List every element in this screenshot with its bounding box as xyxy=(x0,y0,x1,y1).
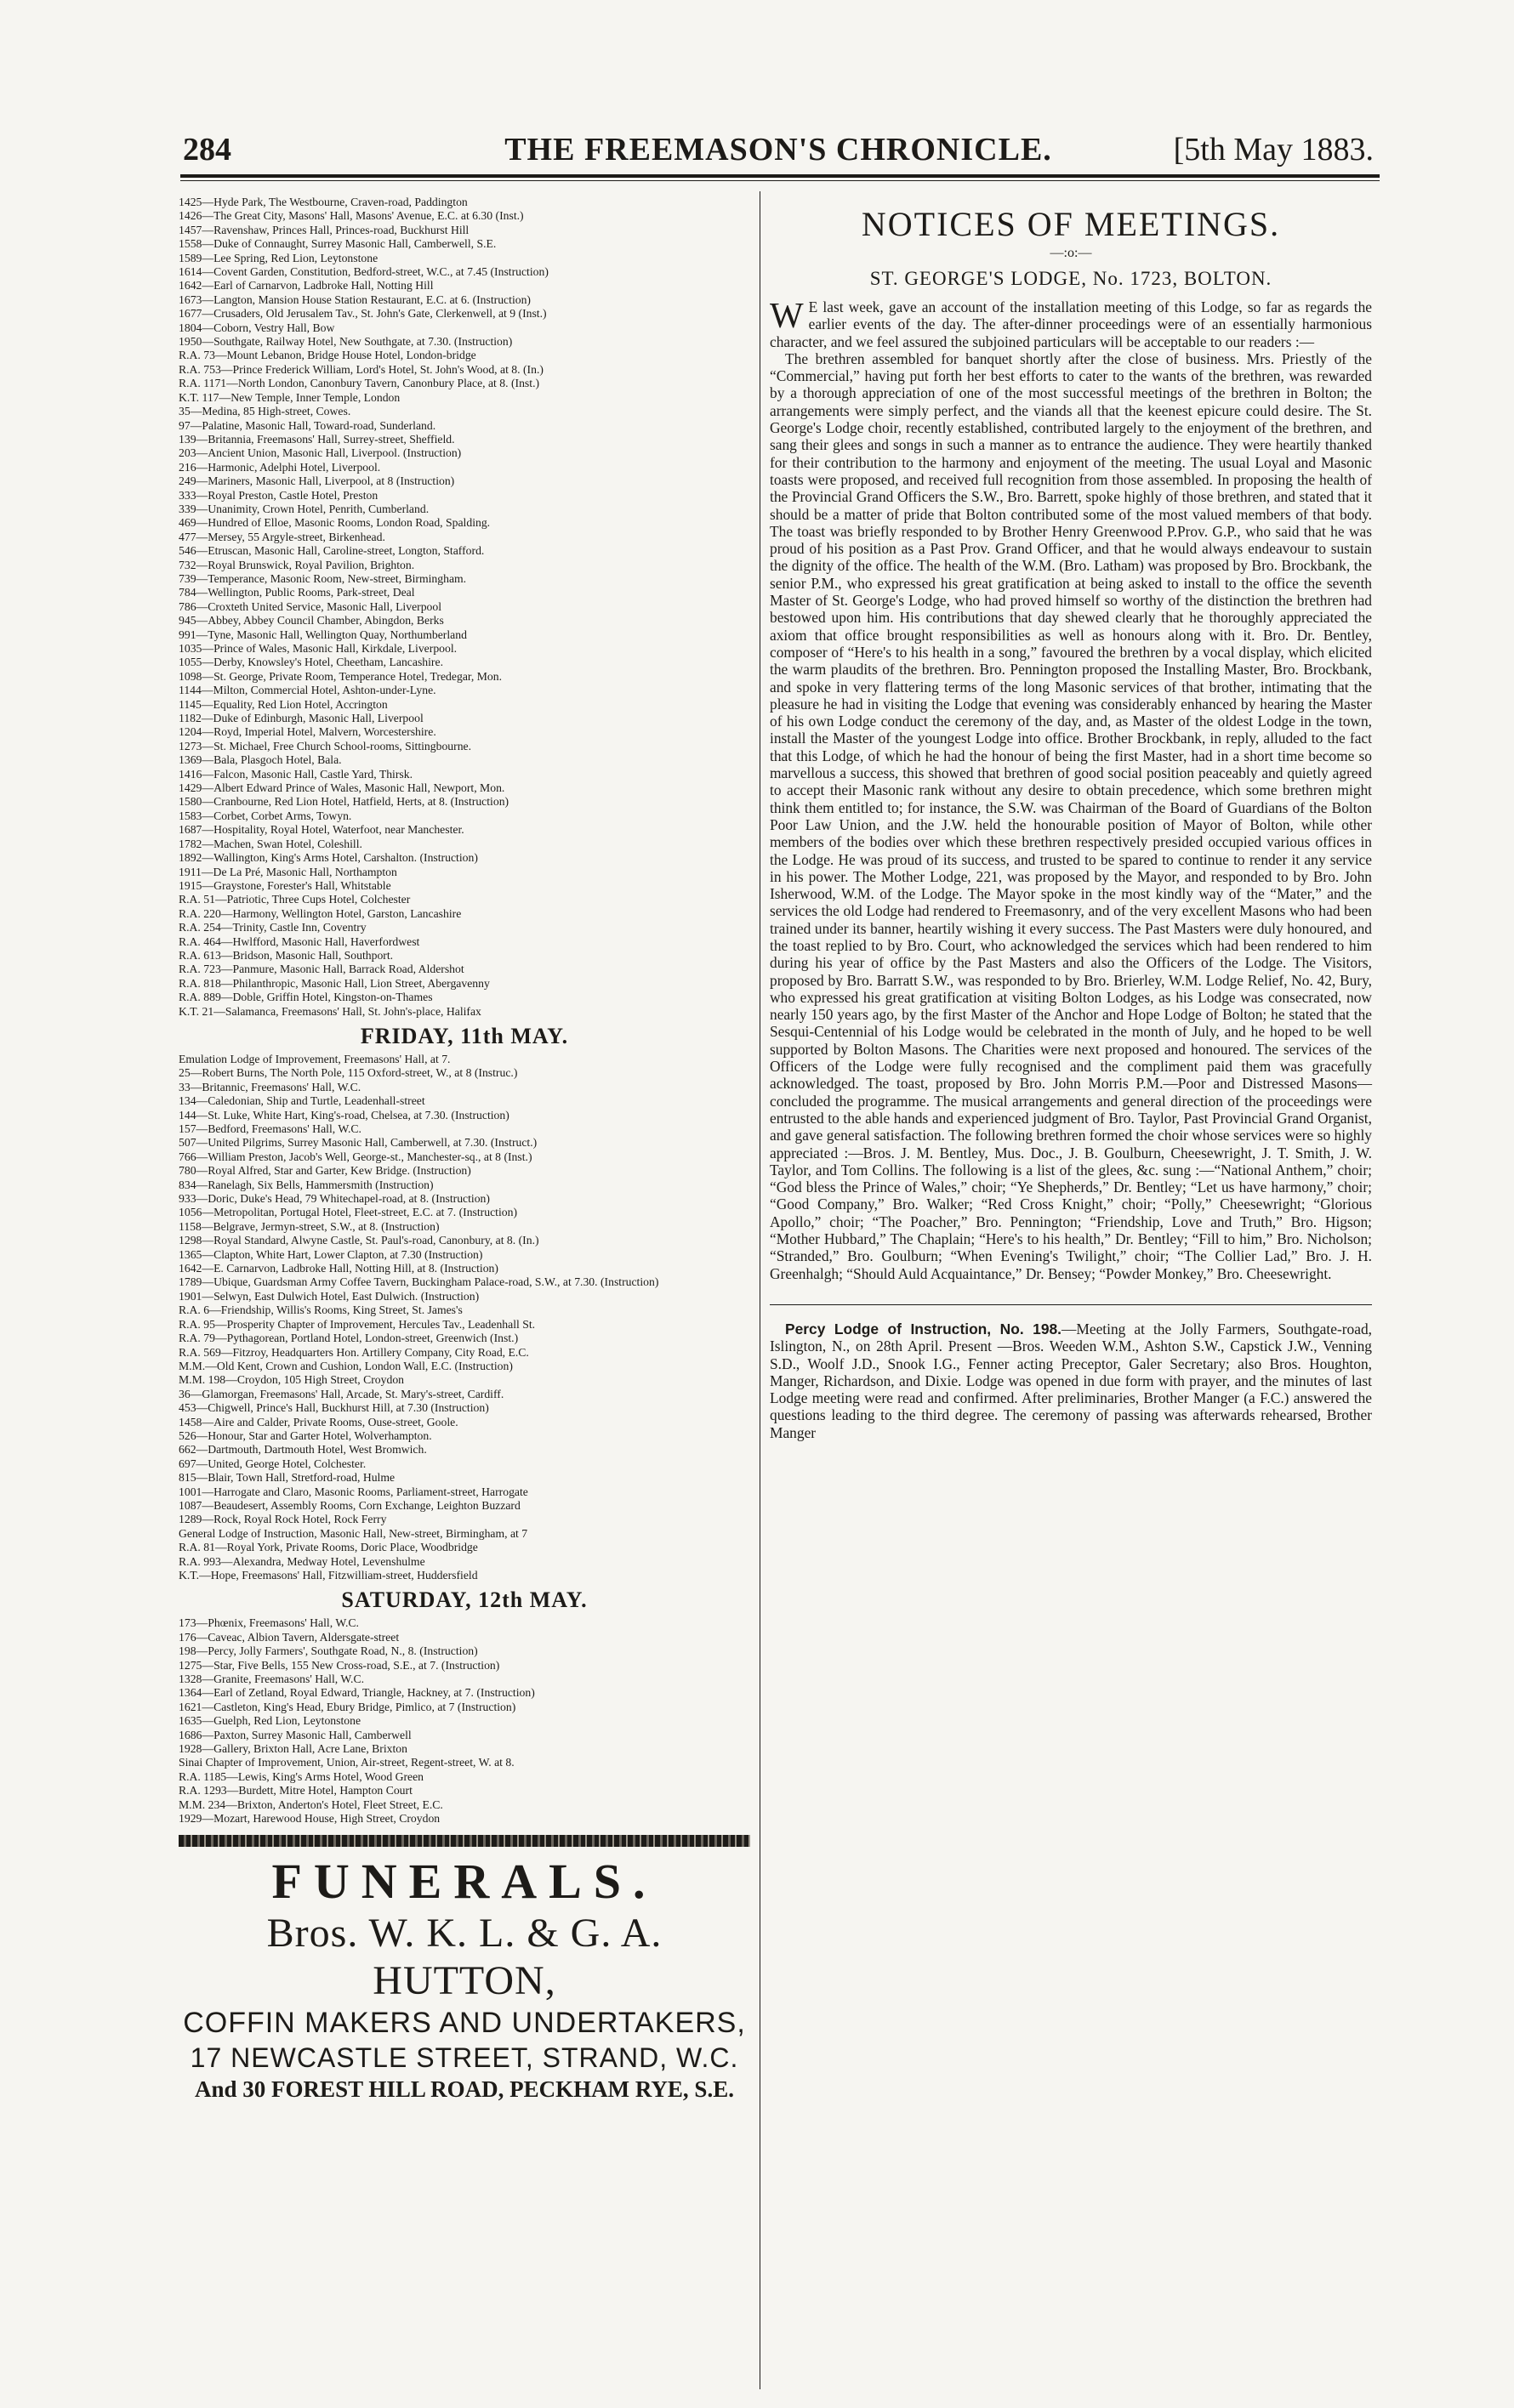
lodge-entry: M.M.—Old Kent, Crown and Cushion, London Wall, E.C. (Instruction) xyxy=(179,1359,513,1372)
funerals-heading: FUNERALS. xyxy=(271,1853,657,1909)
lodge-entry: 1298—Royal Standard, Alwyne Castle, St. Paul's-road, Canonbury, at 8. (In.) xyxy=(179,1234,539,1247)
drop-cap: W xyxy=(770,297,804,336)
lodge-entry: 1589—Lee Spring, Red Lion, Leytonstone xyxy=(179,251,378,264)
lodge-entry: 1056—Metropolitan, Portugal Hotel, Fleet-street, E.C. at 7. (Instruction) xyxy=(179,1206,518,1219)
lodge-entry: R.A. 220—Harmony, Wellington Hotel, Garston, Lancashire xyxy=(179,906,462,920)
lodge-entry: K.T.—Hope, Freemasons' Hall, Fitzwilliam-street, Huddersfield xyxy=(179,1569,478,1582)
lodge-report-title: ST. GEORGE'S LODGE, No. 1723, BOLTON. xyxy=(869,268,1272,289)
lodge-entry: R.A. 254—Trinity, Castle Inn, Coventry xyxy=(179,921,367,934)
lodge-entry: 35—Medina, 85 High-street, Cowes. xyxy=(179,405,351,418)
percy-notice xyxy=(770,1320,1372,1441)
lodge-entry: R.A. 753—Prince Frederick William, Lord's Hotel, St. John's Wood, at 8. (In.) xyxy=(179,362,544,376)
percy-notice-title: Percy Lodge of Instruction, No. 198. xyxy=(785,1320,1062,1337)
lodge-entry: R.A. 1293—Burdett, Mitre Hotel, Hampton Court xyxy=(179,1784,413,1797)
lodge-entry: 1416—Falcon, Masonic Hall, Castle Yard, Thirsk. xyxy=(179,767,413,781)
saturday-lodge-list xyxy=(179,1616,750,1826)
lodge-entry: 339—Unanimity, Crown Hotel, Penrith, Cumberland. xyxy=(179,502,430,515)
lodge-entry: 784—Wellington, Public Rooms, Park-street, Deal xyxy=(179,586,415,599)
lodge-entry: 1635—Guelph, Red Lion, Leytonstone xyxy=(179,1714,361,1728)
lodge-entry: 203—Ancient Union, Masonic Hall, Liverpool. (Instruction) xyxy=(179,446,462,460)
lodge-entry: K.T. 117—New Temple, Inner Temple, London xyxy=(179,390,401,404)
lodge-entry: 526—Honour, Star and Garter Hotel, Wolverhampton. xyxy=(179,1428,432,1442)
header-rule-thin xyxy=(180,180,1380,181)
notices-heading: NOTICES OF MEETINGS. xyxy=(861,205,1281,243)
lodge-entry: 1275—Star, Five Bells, 155 New Cross-road, S.E., at 7. (Instruction) xyxy=(179,1658,500,1672)
lodge-entry: 1458—Aire and Calder, Private Rooms, Ouse-street, Goole. xyxy=(179,1415,458,1428)
lodge-entry: R.A. 51—Patriotic, Three Cups Hotel, Colchester xyxy=(179,893,411,906)
lodge-entry: 1686—Paxton, Surrey Masonic Hall, Camberwell xyxy=(179,1728,412,1741)
lodge-entry: 1892—Wallington, King's Arms Hotel, Carshalton. (Instruction) xyxy=(179,851,478,865)
funerals-address-1: 17 NEWCASTLE STREET, STRAND, W.C. xyxy=(190,2042,739,2073)
lodge-entry: 1789—Ubique, Guardsman Army Coffee Tavern, Buckingham Palace-road, S.W., at 7.30. (Instruction) xyxy=(179,1275,659,1289)
issue-date: [5th May 1883. xyxy=(1173,132,1374,168)
lodge-entry: 662—Dartmouth, Dartmouth Hotel, West Bromwich. xyxy=(179,1443,427,1457)
lodge-entry: 507—United Pilgrims, Surrey Masonic Hall, Camberwell, at 7.30. (Instruct.) xyxy=(179,1136,538,1150)
lodge-entry: 546—Etruscan, Masonic Hall, Caroline-street, Longton, Stafford. xyxy=(179,544,485,558)
report-intro xyxy=(770,298,1372,350)
lodge-entry: 453—Chigwell, Prince's Hall, Buckhurst Hill, at 7.30 (Instruction) xyxy=(179,1401,489,1415)
lodge-entry: 1642—Earl of Carnarvon, Ladbroke Hall, Notting Hill xyxy=(179,279,434,292)
funerals-advertisement xyxy=(179,1854,750,2104)
lodge-entry: 1901—Selwyn, East Dulwich Hotel, East Dulwich. (Instruction) xyxy=(179,1289,480,1303)
lodge-entry: 1369—Bala, Plasgoch Hotel, Bala. xyxy=(179,753,342,767)
lodge-entry: R.A. 818—Philanthropic, Masonic Hall, Lion Street, Abergavenny xyxy=(179,976,490,990)
lodge-entry: 1426—The Great City, Masons' Hall, Masons' Avenue, E.C. at 6.30 (Inst.) xyxy=(179,209,524,223)
lodge-entry: 1583—Corbet, Corbet Arms, Towyn. xyxy=(179,809,352,822)
lodge-entry: 933—Doric, Duke's Head, 79 Whitechapel-road, at 8. (Instruction) xyxy=(179,1192,490,1206)
lodge-entry: 1328—Granite, Freemasons' Hall, W.C. xyxy=(179,1673,365,1686)
friday-heading: FRIDAY, 11th MAY. xyxy=(360,1023,569,1048)
saturday-heading: SATURDAY, 12th MAY. xyxy=(341,1587,588,1613)
lodge-entry: M.M. 234—Brixton, Anderton's Hotel, Fleet Street, E.C. xyxy=(179,1797,443,1811)
lodge-entry: R.A. 613—Bridson, Masonic Hall, Southport. xyxy=(179,948,394,962)
funerals-address-2: And 30 FOREST HILL ROAD, PECKHAM RYE, S.E. xyxy=(195,2076,734,2102)
lodge-entry: 1035—Prince of Wales, Masonic Hall, Kirkdale, Liverpool. xyxy=(179,642,458,655)
lodge-entry: 25—Robert Burns, The North Pole, 115 Oxford-street, W., at 8 (Instruc.) xyxy=(179,1066,518,1080)
lodge-entry: 1273—St. Michael, Free Church School-rooms, Sittingbourne. xyxy=(179,739,472,752)
lodge-entry: 1621—Castleton, King's Head, Ebury Bridge, Pimlico, at 7 (Instruction) xyxy=(179,1700,516,1713)
lodge-entry: 173—Phœnix, Freemasons' Hall, W.C. xyxy=(179,1616,359,1630)
lodge-entry: 1001—Harrogate and Claro, Masonic Rooms, Parliament-street, Harrogate xyxy=(179,1485,528,1498)
lodge-entry: 1204—Royd, Imperial Hotel, Malvern, Worcestershire. xyxy=(179,725,436,739)
lodge-entry: 1929—Mozart, Harewood House, High Street, Croydon xyxy=(179,1812,441,1826)
lodge-entry: 1055—Derby, Knowsley's Hotel, Cheetham, Lancashire. xyxy=(179,656,443,669)
lodge-entry: 1158—Belgrave, Jermyn-street, S.W., at 8. (Instruction) xyxy=(179,1219,440,1233)
page-header xyxy=(183,128,1374,179)
lodge-entry: 991—Tyne, Masonic Hall, Wellington Quay, Northumberland xyxy=(179,628,467,641)
lodge-entry: Sinai Chapter of Improvement, Union, Air-street, Regent-street, W. at 8. xyxy=(179,1756,515,1769)
page-number: 284 xyxy=(183,132,231,168)
lodge-entry: 1911—De La Pré, Masonic Hall, Northampton xyxy=(179,865,397,878)
lodge-entry: 249—Mariners, Masonic Hall, Liverpool, at 8 (Instruction) xyxy=(179,474,455,488)
lodge-entry: R.A. 569—Fitzroy, Headquarters Hon. Artillery Company, City Road, E.C. xyxy=(179,1345,529,1359)
lodge-entry: 1457—Ravenshaw, Princes Hall, Princes-road, Buckhurst Hill xyxy=(179,223,470,236)
funerals-firm: Bros. W. K. L. & G. A. HUTTON, xyxy=(266,1910,663,2003)
lodge-entry: 1782—Machen, Swan Hotel, Coleshill. xyxy=(179,837,362,850)
lodge-entry: 786—Croxteth United Service, Masonic Hall, Liverpool xyxy=(179,599,442,613)
lodge-entry: 176—Caveac, Albion Tavern, Aldersgate-street xyxy=(179,1630,400,1644)
lodge-entry: R.A. 95—Prosperity Chapter of Improvement, Hercules Tav., Leadenhall St. xyxy=(179,1317,536,1331)
lodge-entry: 333—Royal Preston, Castle Hotel, Preston xyxy=(179,488,378,502)
lodge-entry: 1098—St. George, Private Room, Temperance Hotel, Tredegar, Mon. xyxy=(179,669,503,683)
lodge-entry: 739—Temperance, Masonic Room, New-street, Birmingham. xyxy=(179,571,467,585)
lodge-entry: 1580—Cranbourne, Red Lion Hotel, Hatfield, Herts, at 8. (Instruction) xyxy=(179,795,509,809)
lodge-entry: 1950—Southgate, Railway Hotel, New Southgate, at 7.30. (Instruction) xyxy=(179,335,513,349)
header-rule xyxy=(180,174,1380,178)
right-column xyxy=(770,200,1372,1441)
report-body: The brethren assembled for banquet shortly after the close of business. Mrs. Priestly of the “Commercial,” having put forth her best efforts to cater to the wants of the brethren, was rewarded by a thorough appreciation of one of the most successful meetings of the brethren in Bolton; the arrangements were simply perfect, and the viands all that the keenest epicure could desire. The St. George's Lodge choir, recently established, contributed largely to the enjoyment of the brethren, and sang their glees and songs in such a manner as to entrance the audience. They were heartily thanked for their contribution to the harmony and enjoyment of the meeting. The usual Loyal and Masonic toasts were proposed, and received full recognition from those assembled. In proposing the health of the Provincial Grand Officers the S.W., Bro. Barrett, spoke highly of those brethren, and stated that it should be a matter of pride that Bolton contributed some of the most valued members of that body. The toast was briefly responded to by Brother Henry Greenwood P.Prov. G.P., who said that he was proud of his position as a Past Prov. Grand Officer, and that he would always endeavour to sustain the dignity of the office. The health of the W.M. (Bro. Latham) was proposed by Bro. Brockbank, the senior P.M., who expressed his great gratification at being asked to install to the office the seventh Master of St. George's Lodge, who had proved himself so worthy of the distinction the brethren had bestowed upon him. His contributions that day shewed clearly that he thoroughly appreciated the axiom that office brought responsibilities as well as honours along with it. Bro. Dr. Bentley, composer of “Here's to his health in a song,” favoured the brethren by a vocal display, which elicited the warm plaudits of the brethren. Bro. Pennington proposed the Installing Master, Bro. Brockbank, and spoke in very flattering terms of the long Masonic services of that brother, intimating that the pleasure he had in visiting the Lodge that evening was considerably enhanced by hearing the Master of his own Lodge conduct the ceremony of the day, and, as Master of the oldest Lodge in the town, install the Master of the youngest Lodge into office. Brother Brockbank, in reply, alluded to the fact that this Lodge, of which he had the honour of being the first Master, had in a short time become so marvellous a success, this showed that brethren of good social position peaceably and quietly agreed to accept their Masonic rank without any desire to obtain precedence, which some brethren might think them entitled to; for instance, the S.W. was Chairman of the Board of Guardians of the Bolton Poor Law Union, and the J.W. held the honourable position of Mayor of Bolton, while other members of the bodies over which these brethren respectively presided occupied various offices in the Lodge. He was proud of its success, and trusted to be spared to continue to render it any service in his power. The Mother Lodge, 221, was proposed by the Mayor, and responded to by Bro. John Isherwood, W.M. of the Lodge. The Mayor spoke in the most kindly way of the “Mater,” and the services the old Lodge had rendered to Freemasonry, and of the very excellent Masons who had been trained under its banner, heartily wishing it every success. The Past Masters were duly honoured, and the toast replied to by Bro. Court, who acknowledged the services which had been rendered to him during his year of office by the Past Masters and also the Officers of the Lodge. The Visitors, proposed by Bro. Barratt S.W., was responded to by Bro. Brierley, W.M. Lodge Relief, No. 42, Bury, who expressed his great gratification at visiting Bolton Lodges, as his Lodge was consecrated, now nearly 150 years ago, by the first Master of the Anchor and Hope Lodge of Bolton; he stated that the Sesqui-Centennial of his Lodge would be celebrated in the month of July, and he hoped to be well supported by Bolton Masons. The Charities were next proposed and honoured. The services of the Officers of the Lodge were fully recognised and the compliment paid them was gracefully acknowledged. The toast, proposed by Bro. John Morris P.M.—Poor and Distressed Masons—concluded the programme. The musical arrangements and general direction of the proceedings were entrusted to the able hands and experienced judgment of Bro. Taylor, Past Provincial Grand Organist, and gave general satisfaction. The following brethren formed the choir whose services were so highly appreciated :—Bros. J. M. Bentley, Mus. Doc., J. B. Goulburn, Cheesewright, J. T. Smith, J. W. Taylor, and Tom Collins. The following is a list of the glees, &c. sung :—“National Anthem,” choir; “God bless the Prince of Wales,” choir; “Ye Shepherds,” Dr. Bentley; “Let us have harmony,” choir; “Good Company,” Bro. Walker; “Red Cross Knight,” choir; “Polly,” Cheesewright; “Glorious Apollo,” choir; “The Poacher,” Bro. Pennington; “Friendship, Love and Truth,” Bro. Higson; “Mother Hubbard,” The Chaplain; “Here's to his health,” Dr. Bentley; “Fill to him,” Bro. Nicholson; “Stranded,” Bro. Goulburn; “When Evening's Twilight,” choir; “The Collier Lad,” Bro. J. H. Greenhalgh; “Should Auld Acquaintance,” Dr. Bensey; “Powder Monkey,” Bro. Cheesewright. xyxy=(770,349,1372,1282)
lodge-entry: 1087—Beaudesert, Assembly Rooms, Corn Exchange, Leighton Buzzard xyxy=(179,1498,521,1512)
lodge-entry: 1145—Equality, Red Lion Hotel, Accrington xyxy=(179,697,388,711)
lodge-entry: 1558—Duke of Connaught, Surrey Masonic Hall, Camberwell, S.E. xyxy=(179,237,497,251)
lodge-entry: R.A. 889—Doble, Griffin Hotel, Kingston-on-Thames xyxy=(179,991,433,1004)
lodge-entry: 157—Bedford, Freemasons' Hall, W.C. xyxy=(179,1122,361,1135)
lodge-entry: Emulation Lodge of Improvement, Freemasons' Hall, at 7. xyxy=(179,1052,451,1065)
lodge-entry: 1364—Earl of Zetland, Royal Edward, Triangle, Hackney, at 7. (Instruction) xyxy=(179,1686,535,1700)
report-intro-text: E last week, gave an account of the installation meeting of this Lodge, so far as regards the earlier events of the day. The after-dinner proceedings were of an essentially harmonious character, and we feel assured the subjoined particulars will be acceptable to our readers :— xyxy=(770,298,1372,350)
thursday-lodge-list xyxy=(179,196,750,1019)
lodge-entry: 97—Palatine, Masonic Hall, Toward-road, Sunderland. xyxy=(179,418,436,432)
lodge-entry: 1429—Albert Edward Prince of Wales, Masonic Hall, Newport, Mon. xyxy=(179,781,505,795)
publication-title: THE FREEMASON'S CHRONICLE. xyxy=(504,132,1052,168)
percy-notice-body: —Meeting at the Jolly Farmers, Southgate-road, Islington, N., on 28th April. Present —Bros. Weeden W.M., Ashton S.W., Capstick J.W., Venning S.D., Woolf J.D., Snook I.G., Fenner acting Preceptor, Galer Secretary; also Bros. Houghton, Manger, Richardson, and Dixie. Lodge was opened in due form with prayer, and the minutes of last Lodge meeting were read and confirmed. After preliminaries, Brother Manger (a F.C.) answered the questions leading to the third degree. The ceremony of passing was afterwards rehearsed, Brother Manger xyxy=(770,1320,1372,1441)
lodge-entry: 815—Blair, Town Hall, Stretford-road, Hulme xyxy=(179,1471,396,1485)
funerals-trade: COFFIN MAKERS AND UNDERTAKERS, xyxy=(183,2006,746,2039)
lodge-entry: R.A. 723—Panmure, Masonic Hall, Barrack Road, Aldershot xyxy=(179,963,464,976)
lodge-entry: 33—Britannic, Freemasons' Hall, W.C. xyxy=(179,1080,361,1093)
lodge-entry: 1915—Graystone, Forester's Hall, Whitstable xyxy=(179,878,391,892)
lodge-entry: 469—Hundred of Elloe, Masonic Rooms, London Road, Spalding. xyxy=(179,516,491,530)
lodge-entry: 1182—Duke of Edinburgh, Masonic Hall, Liverpool xyxy=(179,712,424,725)
lodge-entry: R.A. 81—Royal York, Private Rooms, Doric Place, Woodbridge xyxy=(179,1541,478,1554)
lodge-entry: R.A. 464—Hwlfford, Masonic Hall, Haverfordwest xyxy=(179,934,420,948)
lodge-entry: 216—Harmonic, Adelphi Hotel, Liverpool. xyxy=(179,460,381,474)
notice-divider xyxy=(770,1304,1372,1305)
lodge-entry: 1687—Hospitality, Royal Hotel, Waterfoot, near Manchester. xyxy=(179,823,464,837)
lodge-entry: 834—Ranelagh, Six Bells, Hammersmith (Instruction) xyxy=(179,1178,434,1191)
lodge-entry: R.A. 73—Mount Lebanon, Bridge House Hotel, London-bridge xyxy=(179,349,476,362)
lodge-entry: 766—William Preston, Jacob's Well, George-st., Manchester-sq., at 8 (Inst.) xyxy=(179,1150,532,1163)
lodge-entry: M.M. 198—Croydon, 105 High Street, Croydon xyxy=(179,1373,405,1387)
lodge-entry: 1804—Coborn, Vestry Hall, Bow xyxy=(179,321,335,334)
lodge-entry: 1642—E. Carnarvon, Ladbroke Hall, Notting Hill, at 8. (Instruction) xyxy=(179,1262,498,1275)
lodge-entry: 780—Royal Alfred, Star and Garter, Kew Bridge. (Instruction) xyxy=(179,1164,471,1178)
lodge-entry: 36—Glamorgan, Freemasons' Hall, Arcade, St. Mary's-street, Cardiff. xyxy=(179,1387,504,1400)
lodge-entry: 732—Royal Brunswick, Royal Pavilion, Brighton. xyxy=(179,558,415,571)
lodge-entry: 198—Percy, Jolly Farmers', Southgate Road, N., 8. (Instruction) xyxy=(179,1644,478,1658)
lodge-entry: 1144—Milton, Commercial Hotel, Ashton-under-Lyne. xyxy=(179,684,436,697)
lodge-entry: 1928—Gallery, Brixton Hall, Acre Lane, Brixton xyxy=(179,1742,407,1756)
lodge-entry: 1365—Clapton, White Hart, Lower Clapton, at 7.30 (Instruction) xyxy=(179,1247,483,1261)
lodge-entry: 134—Caledonian, Ship and Turtle, Leadenhall-street xyxy=(179,1094,425,1108)
lodge-entry: 1677—Crusaders, Old Jerusalem Tav., St. John's Gate, Clerkenwell, at 9 (Inst.) xyxy=(179,307,547,321)
lodge-entry: 1614—Covent Garden, Constitution, Bedford-street, W.C., at 7.45 (Instruction) xyxy=(179,265,549,279)
lodge-entry: R.A. 1185—Lewis, King's Arms Hotel, Wood Green xyxy=(179,1769,424,1783)
notices-ornament: —:o:— xyxy=(1050,246,1092,260)
lodge-entry: 139—Britannia, Freemasons' Hall, Surrey-street, Sheffield. xyxy=(179,432,455,446)
lodge-entry: 1673—Langton, Mansion House Station Restaurant, E.C. at 6. (Instruction) xyxy=(179,292,531,306)
left-column xyxy=(179,196,750,2104)
lodge-entry: 1425—Hyde Park, The Westbourne, Craven-road, Paddington xyxy=(179,196,468,208)
lodge-entry: 697—United, George Hotel, Colchester. xyxy=(179,1457,367,1470)
lodge-entry: 945—Abbey, Abbey Council Chamber, Abingdon, Berks xyxy=(179,614,444,628)
lodge-entry: General Lodge of Instruction, Masonic Hall, New-street, Birmingham, at 7 xyxy=(179,1526,528,1540)
lodge-entry: 144—St. Luke, White Hart, King's-road, Chelsea, at 7.30. (Instruction) xyxy=(179,1108,509,1122)
lodge-entry: R.A. 79—Pythagorean, Portland Hotel, London-street, Greenwich (Inst.) xyxy=(179,1332,519,1345)
ornamental-divider xyxy=(179,1835,750,1847)
lodge-entry: R.A. 1171—North London, Canonbury Tavern, Canonbury Place, at 8. (Inst.) xyxy=(179,377,540,390)
lodge-entry: 1289—Rock, Royal Rock Hotel, Rock Ferry xyxy=(179,1513,387,1526)
lodge-entry: K.T. 21—Salamanca, Freemasons' Hall, St. John's-place, Halifax xyxy=(179,1004,481,1018)
lodge-entry: R.A. 993—Alexandra, Medway Hotel, Levenshulme xyxy=(179,1554,425,1568)
lodge-entry: 477—Mersey, 55 Argyle-street, Birkenhead. xyxy=(179,530,385,543)
friday-lodge-list xyxy=(179,1053,750,1582)
lodge-entry: R.A. 6—Friendship, Willis's Rooms, King Street, St. James's xyxy=(179,1303,463,1317)
